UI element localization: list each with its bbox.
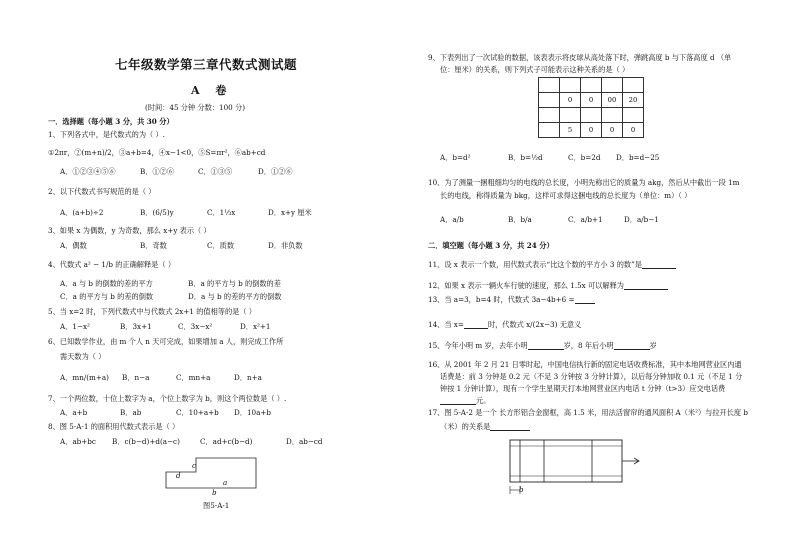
table-cell: 0 — [623, 123, 644, 138]
table-cell — [602, 108, 623, 123]
question-1-options: ①2πr，②(m+n)/2，③a+b=4，④x−1<0，⑤S=πr²，⑥ab+cd — [48, 148, 266, 157]
table-row — [539, 108, 644, 123]
exam-meta: (时间：45 分钟 分数：100 分) — [145, 103, 246, 112]
table-cell — [539, 93, 560, 108]
q9-choice-a: A．b=d² — [440, 153, 471, 162]
q9-choice-b: B．b=½d — [508, 153, 543, 162]
q10-choice-c: C．a/b+1 — [568, 215, 603, 224]
question-10: 10、为了测量一捆粗细均匀的电线的总长度，小明先称出它的质量为 akg，然后从中截出一段 1m — [428, 178, 740, 187]
table-cell — [539, 123, 560, 138]
table-cell: 0 — [602, 123, 623, 138]
table-cell: 20 — [623, 93, 644, 108]
q3-choice-c: C．质数 — [207, 241, 235, 250]
q1-choice-c: C．①③⑤ — [198, 167, 233, 176]
q1-choice-d: D．①②⑥ — [258, 167, 293, 176]
table-cell: 00 — [602, 93, 623, 108]
question-16-end: 元。 — [476, 396, 491, 405]
q7-choice-b: B．ab — [120, 408, 142, 417]
q10-choice-d: D．a/b−1 — [624, 215, 659, 224]
q3-choice-a: A．偶数 — [60, 241, 87, 250]
question-4: 4、代数式 a² − 1/b 的正确解释是（ ） — [48, 260, 176, 269]
q5-choice-c: C．3x−x² — [178, 322, 213, 331]
table-cell — [539, 78, 560, 93]
q6-choice-c: C．mn+a — [176, 373, 211, 382]
question-1: 1、下列各式中，是代数式的为（ ）. — [48, 130, 165, 139]
table-cell — [623, 78, 644, 93]
question-6: 6、已知数学作业，由 m 个人 n 天可完成，如果增加 a 人，则完成工作所 — [48, 337, 284, 346]
q10-choice-b: B．b/a — [508, 215, 532, 224]
question-9-cont: 位：厘米）的关系，则下列式子可能表示这种关系的是（ ） — [440, 65, 630, 74]
table-cell — [560, 108, 581, 123]
q7-choice-d: D．10a+b — [234, 408, 272, 417]
fig2-label-b: b — [519, 485, 524, 494]
question-12 — [428, 281, 668, 290]
q3-choice-b: B．奇数 — [140, 241, 167, 250]
question-16: 16、从 2001 年 2 月 21 日零时起，中国电信执行新的固定电话收费标准，其中本地网营业区内通 — [428, 360, 742, 369]
question-9: 9、下表列出了一次试验的数据，该表表示将皮球从高处落下时，弹跳高度 b 与下落高度 d （单 — [428, 53, 732, 62]
table-cell — [560, 78, 581, 93]
table-cell — [623, 108, 644, 123]
question-16-line4 — [440, 396, 490, 405]
q10-choice-a: A．a/b — [440, 215, 464, 224]
question-17-cont — [440, 422, 530, 431]
question-15 — [428, 341, 657, 350]
table-cell: 0 — [560, 93, 581, 108]
answer-blank — [614, 342, 650, 350]
question-11-text: 11、设 x 表示一个数，用代数式表示“比这个数的平方小 3 的数”是 — [428, 260, 642, 269]
question-13 — [428, 295, 595, 304]
q8-choice-b: B．c(b−d)+d(a−c) — [112, 437, 180, 446]
q1-choice-b: B．①②⑥ — [140, 167, 175, 176]
question-17: 17、图 5-A-2 是一个 长方形铝合金窗框，高 1.5 米，用法活窗帘的通风面积 A（米²）与拉开长度 b — [428, 408, 749, 417]
q9-choice-d: D．b=d−25 — [616, 153, 660, 162]
figure-caption: 图5-A-1 — [203, 501, 230, 510]
table-cell — [539, 108, 560, 123]
q2-choice-d: D．x+y 厘米 — [268, 208, 312, 217]
fig-label-b: b — [212, 488, 217, 497]
data-table — [538, 77, 644, 138]
question-2: 2、以下代数式书写规范的是（ ） — [48, 187, 156, 196]
question-15-mid: 岁，8 年后小明 — [563, 341, 614, 350]
q2-choice-b: B．(6/5)y — [140, 208, 174, 217]
q4-choice-c: C．a 的平方与 b 的差的倒数 — [60, 292, 154, 301]
question-14 — [428, 320, 581, 329]
figure-5-a-2 — [506, 434, 646, 498]
q2-choice-c: C．1⅓x — [207, 208, 236, 217]
question-15-text: 15、今年小明 m 岁，去年小明 — [428, 341, 528, 350]
sheet-label: A 卷 — [191, 84, 233, 97]
q8-choice-a: A．ab+bc — [60, 437, 96, 446]
q7-choice-c: C．10+a+b — [176, 408, 219, 417]
table-cell: 0 — [581, 123, 602, 138]
table-cell: 5 — [560, 123, 581, 138]
question-14-cont: 时，代数式 x/(2x−3) 无意义 — [487, 320, 582, 329]
question-3: 3、如果 x 为偶数，y 为奇数，那么 x+y 表示（ ） — [48, 226, 211, 235]
answer-blank — [440, 397, 476, 405]
answer-blank — [528, 342, 564, 350]
q4-choice-a: A．a 与 b 的倒数的差的平方 — [60, 279, 153, 288]
question-17-text: （米）的关系是 — [440, 422, 491, 431]
question-16-line3: 钟按 1 分钟计算），现有一个学生星期天打本地网营业区内电话 t 分钟（t>3）应交电话费 — [440, 384, 726, 393]
table-cell — [581, 108, 602, 123]
question-15-end: 岁 — [649, 341, 657, 350]
question-8: 8、图 5-A-1 的面积用代数式表示是（ ） — [48, 422, 180, 431]
question-14-text: 14、当 x= — [428, 320, 464, 329]
answer-blank — [624, 282, 668, 290]
question-6-cont: 需天数为（ ） — [60, 352, 106, 361]
table-row — [539, 123, 644, 138]
table-cell: 0 — [581, 93, 602, 108]
table-row — [539, 78, 644, 93]
q8-choice-c: C．ad+c(b−d) — [200, 437, 253, 446]
section-choice-heading: 一．选择题（每小题 3 分，共 30 分） — [48, 117, 174, 126]
q7-choice-a: A．a+b — [60, 408, 88, 417]
q1-choice-a: A．①②③④⑤⑥ — [60, 167, 116, 176]
q5-choice-b: B．3x+1 — [120, 322, 152, 331]
q9-choice-c: C．b=2d — [568, 153, 601, 162]
question-10-cont: 长的电线，称得质量为 bkg，这样可求得这捆电线的总长度为（单位：m）（ ） — [440, 191, 692, 200]
table-row — [539, 93, 644, 108]
q5-choice-a: A．1−x² — [60, 322, 90, 331]
table-cell — [602, 78, 623, 93]
question-12-text: 12、如果 x 表示一辆火车行驶的速度，那么 1.5x 可以解释为 — [428, 281, 624, 290]
q4-choice-b: B．a 的平方与 b 的倒数的差 — [188, 279, 281, 288]
q5-choice-d: D．x²+1 — [240, 322, 271, 331]
answer-blank — [575, 296, 595, 304]
table-cell — [581, 78, 602, 93]
fig-label-d: d — [176, 471, 181, 480]
question-16-line2: 话费是：前 3 分钟是 0.2 元（不足 3 分钟按 3 分钟计算），以后每分钟加收 0.1 元（不足 1 分 — [440, 372, 743, 381]
q6-choice-a: A．mn/(m+a) — [60, 373, 109, 382]
fig-label-a: a — [223, 478, 228, 487]
question-13-text: 13、当 a=3，b=4 时，代数式 3a−4b+6 = — [428, 295, 575, 304]
page-title: 七年级数学第三章代数式测试题 — [115, 57, 298, 72]
q3-choice-d: D．非负数 — [268, 241, 303, 250]
q6-choice-b: B．n−a — [122, 373, 150, 382]
q8-choice-d: D．ab−cd — [286, 437, 323, 446]
answer-blank — [464, 321, 488, 329]
q4-choice-d: D．a 与 b 的差的平方的倒数 — [188, 292, 282, 301]
question-5: 5、当 x=2 时，下列代数式中与代数式 2x+1 的值相等的是（ ） — [48, 307, 256, 316]
answer-blank — [490, 423, 530, 431]
fig-label-c: c — [192, 461, 197, 470]
q6-choice-d: D．n+a — [234, 373, 262, 382]
answer-blank — [642, 261, 676, 269]
section-fill-heading: 二．填空题（每小题 3 分，共 24 分） — [428, 241, 554, 250]
question-11 — [428, 260, 676, 269]
question-7: 7、一个两位数，十位上数字为 a，个位上数字为 b，则这个两位数是（ ）. — [48, 394, 287, 403]
q2-choice-a: A．(a+b)÷2 — [60, 208, 104, 217]
